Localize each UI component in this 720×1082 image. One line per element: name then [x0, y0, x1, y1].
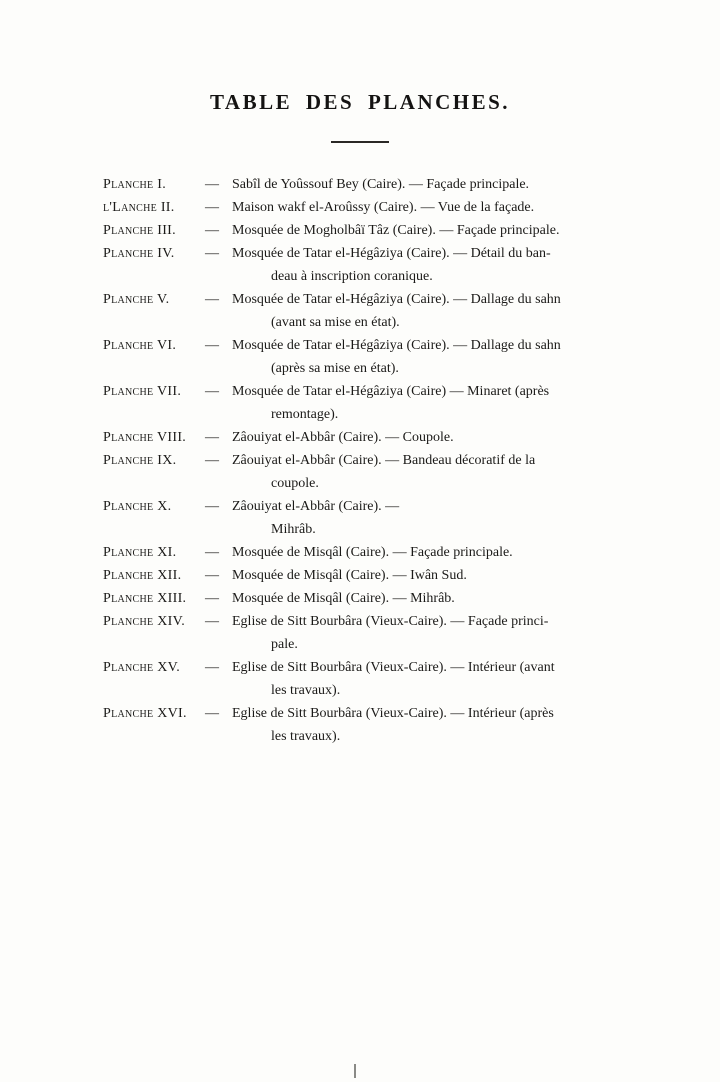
toc-entry — [103, 426, 628, 449]
toc-entry — [103, 288, 628, 334]
toc-entry — [103, 173, 628, 196]
separator-dash: — — [205, 453, 219, 468]
plate-label: Planche III. — [103, 223, 176, 238]
plate-description: Mosquée de Tatar el-Hégâziya (Caire). — Dallage du sahn — [232, 338, 561, 353]
plate-description: Sabîl de Yoûssouf Bey (Caire). — Façade principale. — [232, 177, 530, 192]
separator-dash: — — [205, 200, 219, 215]
plate-description-continuation: remontage). — [271, 407, 339, 422]
plate-description: Eglise de Sitt Bourbâra (Vieux-Caire). — Intérieur (avant — [232, 660, 555, 675]
plate-label: Planche IX. — [103, 453, 177, 468]
toc-entry — [103, 587, 628, 610]
plate-description-continuation: Mihrâb. — [271, 522, 316, 537]
toc-entry — [103, 380, 628, 426]
separator-dash: — — [205, 660, 219, 675]
plate-label: Planche XV. — [103, 660, 181, 675]
plate-description: Zâouiyat el-Abbâr (Caire). — — [232, 499, 400, 514]
plate-description-continuation: coupole. — [271, 476, 319, 491]
separator-dash: — — [205, 706, 219, 721]
plate-label: Planche X. — [103, 499, 172, 514]
plate-description: Mosquée de Mogholbâï Tâz (Caire). — Façade principale. — [232, 223, 560, 238]
toc-entry — [103, 702, 628, 748]
plate-description-continuation: pale. — [271, 637, 298, 652]
plate-description-continuation: les travaux). — [271, 683, 341, 698]
toc-entry — [103, 334, 628, 380]
toc-entry — [103, 564, 628, 587]
toc-entry — [103, 449, 628, 495]
plate-description: Mosquée de Tatar el-Hégâziya (Caire). — Dallage du sahn — [232, 292, 561, 307]
plate-label: Planche VIII. — [103, 430, 187, 445]
separator-dash: — — [205, 338, 219, 353]
plate-description: Zâouiyat el-Abbâr (Caire). — Bandeau décoratif de la — [232, 453, 536, 468]
page-title: TABLE DES PLANCHES. — [209, 90, 511, 114]
plate-description: Mosquée de Misqâl (Caire). — Façade principale. — [232, 545, 513, 560]
plate-label: Planche I. — [103, 177, 166, 192]
toc-entry — [103, 541, 628, 564]
toc-entry — [103, 610, 628, 656]
separator-dash: — — [205, 591, 219, 606]
plate-description: Eglise de Sitt Bourbâra (Vieux-Caire). — Façade princi- — [232, 614, 549, 629]
plate-label: Planche XIII. — [103, 591, 187, 606]
separator-dash: — — [205, 177, 219, 192]
separator-dash: — — [205, 430, 219, 445]
separator-dash: — — [205, 384, 219, 399]
plate-description: Mosquée de Misqâl (Caire). — Iwân Sud. — [232, 568, 467, 583]
separator-dash: — — [205, 614, 219, 629]
plate-description: Eglise de Sitt Bourbâra (Vieux-Caire). — Intérieur (après — [232, 706, 554, 721]
plate-label: Planche XI. — [103, 545, 177, 560]
plate-label: Planche XVI. — [103, 706, 187, 721]
toc-entry — [103, 219, 628, 242]
plate-description: Mosquée de Tatar el-Hégâziya (Caire). — Détail du ban- — [232, 246, 551, 261]
toc-entry — [103, 242, 628, 288]
plate-label: Planche V. — [103, 292, 170, 307]
table-of-plates — [103, 173, 628, 748]
title-divider-rule — [331, 141, 389, 143]
plate-label: Planche IV. — [103, 246, 175, 261]
plate-label: Planche XII. — [103, 568, 182, 583]
separator-dash: — — [205, 292, 219, 307]
plate-description-continuation: les travaux). — [271, 729, 341, 744]
scan-artifact-mark — [354, 1064, 356, 1078]
plate-description-continuation: (avant sa mise en état). — [271, 315, 400, 330]
plate-description: Mosquée de Misqâl (Caire). — Mihrâb. — [232, 591, 455, 606]
toc-entry — [103, 656, 628, 702]
plate-description-continuation: (après sa mise en état). — [271, 361, 399, 376]
plate-label: Planche XIV. — [103, 614, 186, 629]
toc-entry — [103, 495, 628, 541]
separator-dash: — — [205, 545, 219, 560]
plate-description-continuation: deau à inscription coranique. — [271, 269, 433, 284]
toc-entry — [103, 196, 628, 219]
plate-label: l'Lanche II. — [103, 200, 175, 215]
separator-dash: — — [205, 499, 219, 514]
plate-description: Zâouiyat el-Abbâr (Caire). — Coupole. — [232, 430, 454, 445]
plate-label: Planche VII. — [103, 384, 182, 399]
plate-description: Mosquée de Tatar el-Hégâziya (Caire) — Minaret (après — [232, 384, 550, 399]
plate-description: Maison wakf el-Aroûssy (Caire). — Vue de la façade. — [232, 200, 535, 215]
separator-dash: — — [205, 568, 219, 583]
separator-dash: — — [205, 246, 219, 261]
separator-dash: — — [205, 223, 219, 238]
plate-label: Planche VI. — [103, 338, 177, 353]
